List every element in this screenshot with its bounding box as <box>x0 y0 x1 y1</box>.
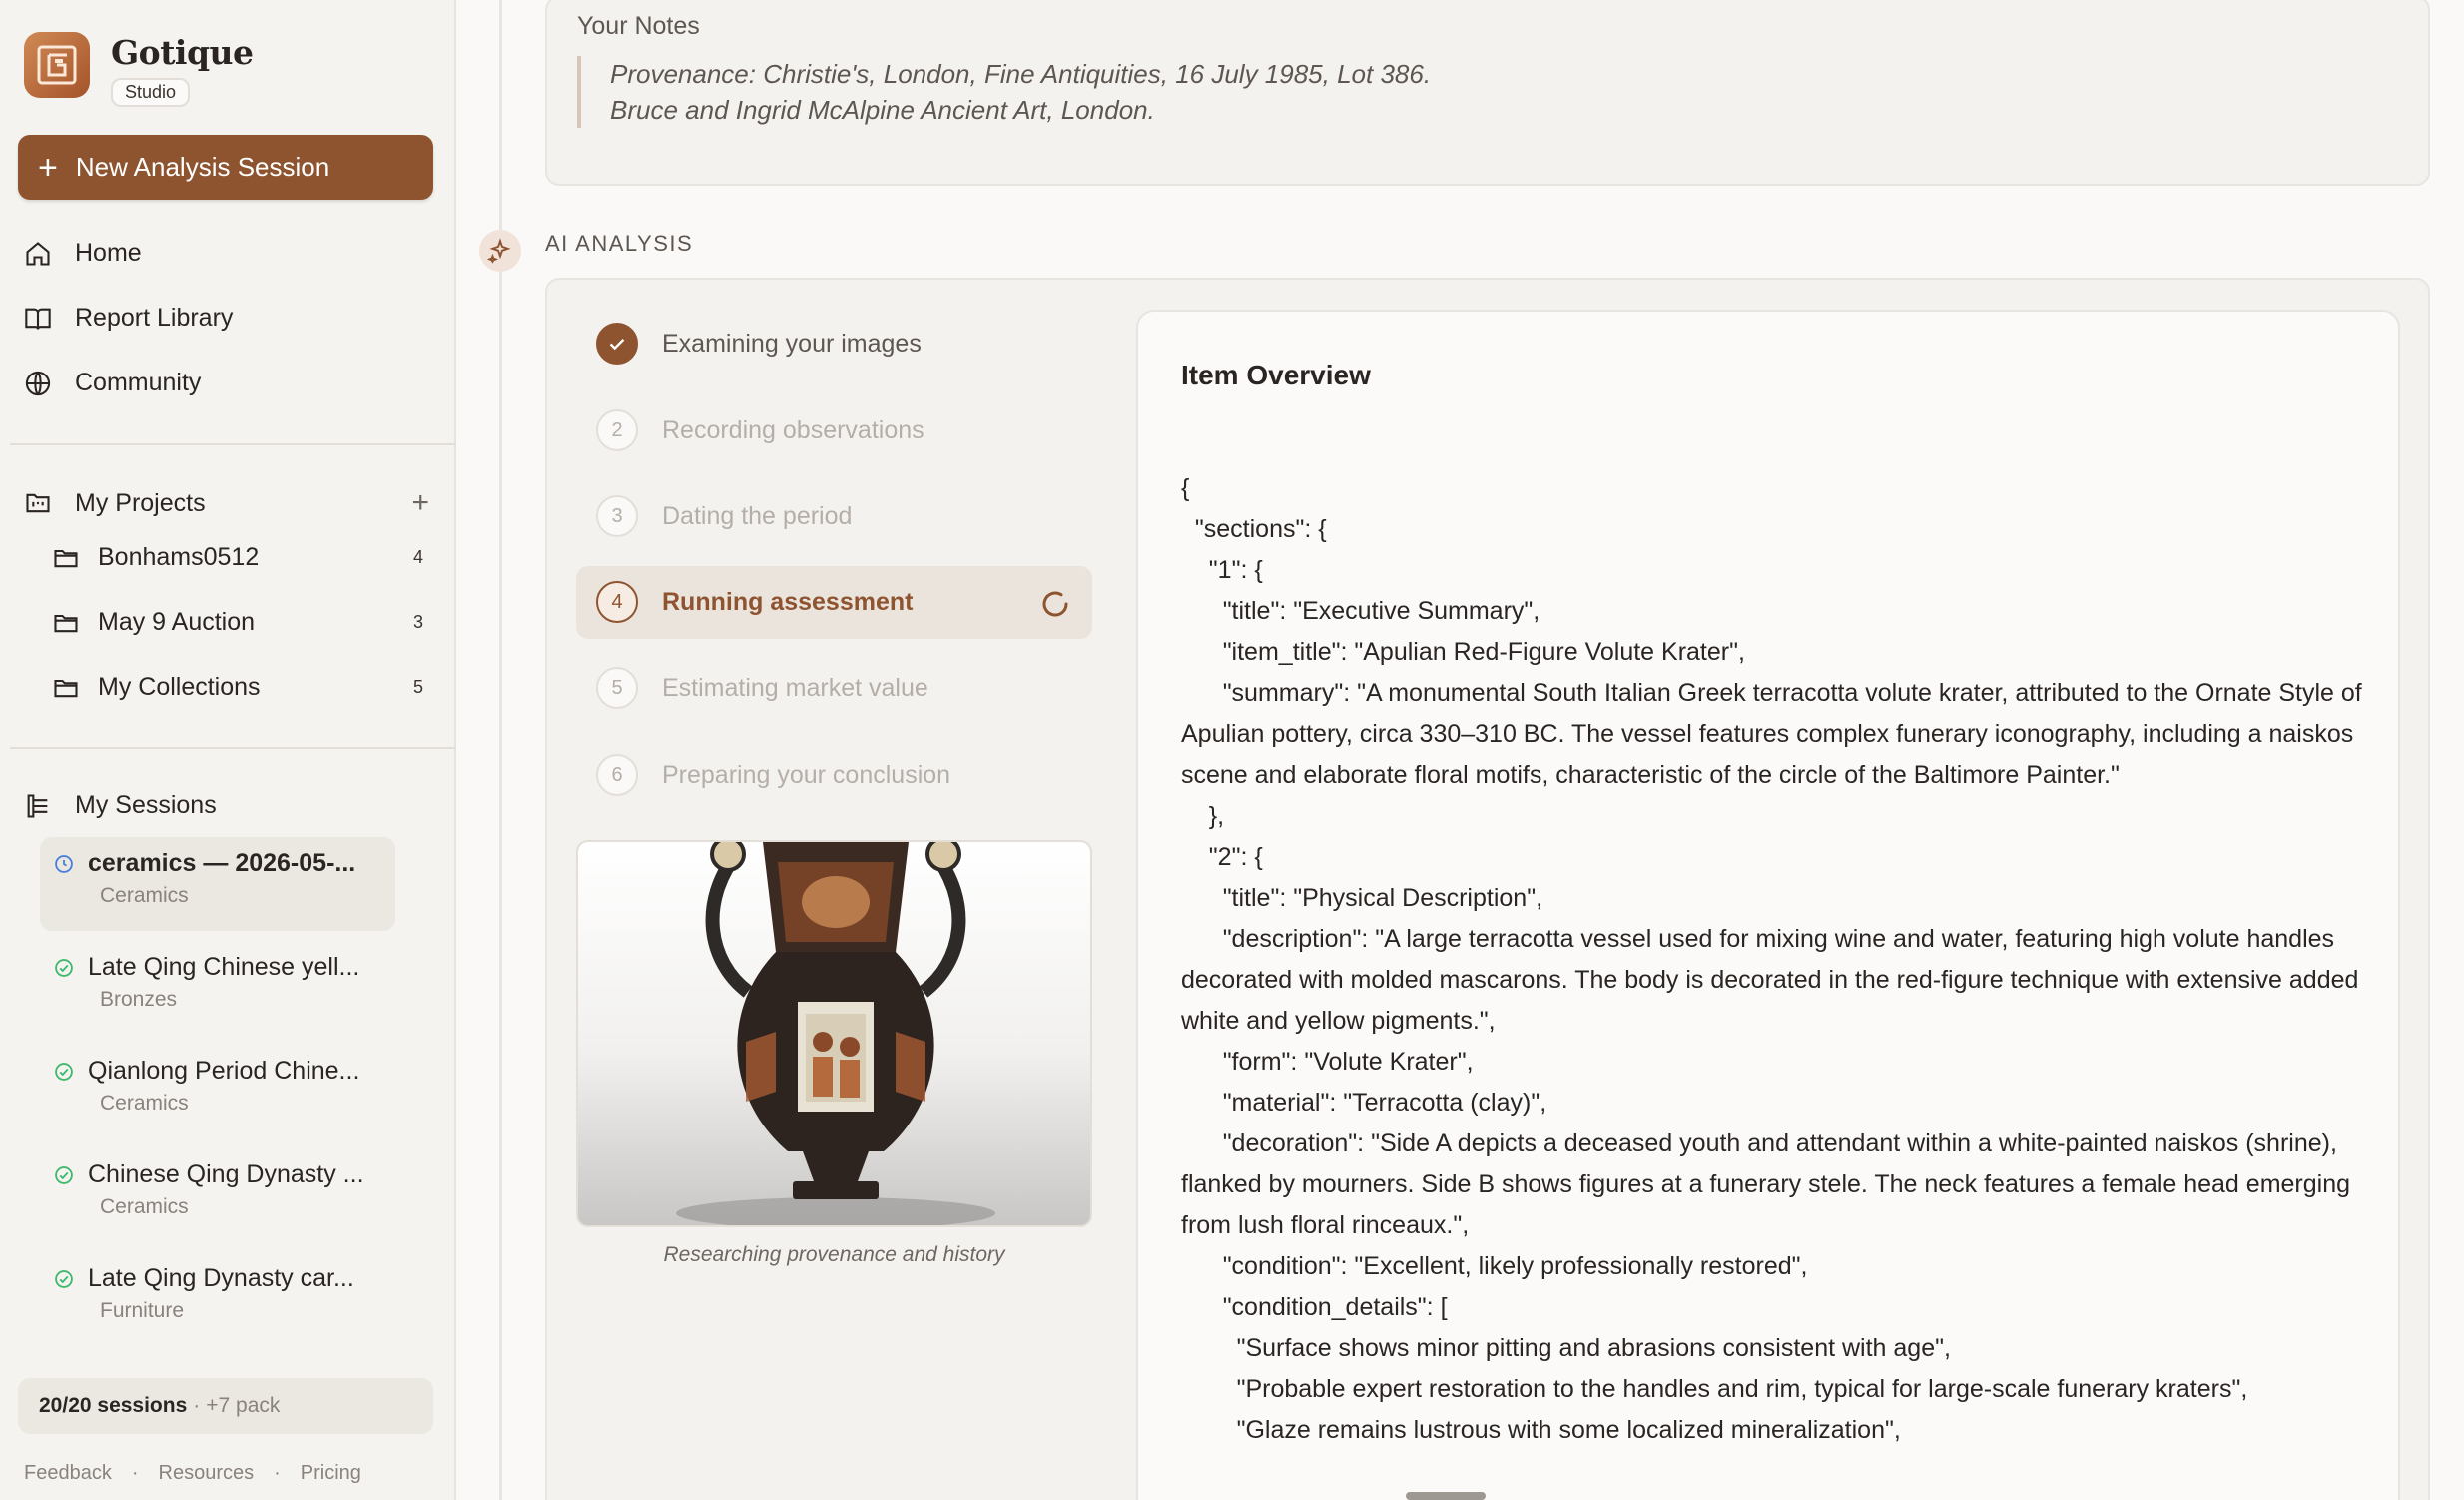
step-number: 2 <box>596 409 638 451</box>
image-caption: Researching provenance and history <box>663 1243 1005 1266</box>
nav-community[interactable] <box>24 369 201 397</box>
session-category: Ceramics <box>100 1092 189 1115</box>
new-analysis-session-button[interactable] <box>18 135 433 200</box>
globe-icon <box>24 370 52 397</box>
footer-sep: · <box>274 1462 281 1484</box>
session-title: Chinese Qing Dynasty ... <box>88 1160 364 1188</box>
brand-name: Gotique <box>111 33 254 72</box>
clock-icon <box>54 854 74 874</box>
project-name: My Collections <box>98 673 261 701</box>
session-category: Bronzes <box>100 988 178 1011</box>
step-label: Running assessment <box>662 587 914 616</box>
session-quota[interactable] <box>18 1378 433 1434</box>
step-item <box>596 323 922 365</box>
book-icon <box>24 305 52 333</box>
project-name: Bonhams0512 <box>98 543 260 571</box>
sidebar-divider <box>10 747 456 749</box>
notes-card <box>545 0 2430 186</box>
project-count: 5 <box>412 677 423 697</box>
project-item[interactable] <box>52 608 423 637</box>
my-sessions-header[interactable] <box>24 791 429 820</box>
session-item[interactable] <box>40 941 395 1035</box>
krater-image <box>576 840 1092 1227</box>
project-item[interactable] <box>52 543 423 572</box>
brand-tag: Studio <box>111 78 190 107</box>
my-projects-header[interactable] <box>24 486 429 520</box>
loading-spinner-icon <box>1039 588 1071 620</box>
new-session-label: New Analysis Session <box>75 152 330 182</box>
feedback-link[interactable]: Feedback <box>24 1462 112 1484</box>
step-item <box>596 495 852 537</box>
session-title: Late Qing Dynasty car... <box>88 1264 354 1292</box>
nav-report-library[interactable] <box>24 304 233 333</box>
pricing-link[interactable]: Pricing <box>300 1462 361 1484</box>
step-item <box>596 581 913 623</box>
notes-title: Your Notes <box>577 12 700 40</box>
step-label: Estimating market value <box>662 673 928 702</box>
folder-icon <box>52 674 80 702</box>
project-count: 4 <box>412 547 423 567</box>
nav-home[interactable] <box>24 239 142 268</box>
quota-sep: · <box>193 1394 201 1417</box>
step-number: 3 <box>596 495 638 537</box>
folder-icon <box>52 609 80 637</box>
add-project-icon[interactable]: + <box>411 486 429 519</box>
ai-analysis-label: AI ANALYSIS <box>545 231 694 256</box>
step-label: Examining your images <box>662 329 922 358</box>
check-icon <box>596 323 638 365</box>
nav-home-label: Home <box>75 239 142 267</box>
my-sessions-label: My Sessions <box>75 791 217 819</box>
nav-report-library-label: Report Library <box>75 304 234 332</box>
step-number: 6 <box>596 754 638 796</box>
step-label: Dating the period <box>662 501 853 530</box>
notes-line: Provenance: Christie's, London, Fine Antiquities, 16 July 1985, Lot 386. <box>610 59 1432 89</box>
sidebar <box>0 0 456 1500</box>
folder-kanban-icon <box>24 489 52 517</box>
home-icon <box>24 240 52 268</box>
step-item <box>596 667 928 709</box>
footer-sep: · <box>131 1462 139 1484</box>
step-label: Preparing your conclusion <box>662 760 951 789</box>
session-title: ceramics — 2026-05-... <box>88 849 356 877</box>
step-item <box>596 409 924 451</box>
session-item[interactable] <box>40 1252 395 1346</box>
project-name: May 9 Auction <box>98 608 256 636</box>
scrollbar-thumb[interactable] <box>1406 1492 1486 1500</box>
json-output: { "sections": { "1": { "title": "Executive Summary", "item_title": "Apulian Red-Figure Volute Krater", "summary": "A monumental South Italian Greek terracotta volute krater, attributed to the Ornate Style of Apulian pottery, circa 330–310 BC. The vessel features complex funerary iconography, including a naiskos scene and elaborate floral motifs, characteristic of the circle of the Baltimore Painter." }, "2": { "title": "Physical Description", "description": "A large terracotta vessel used for mixing wine and water, featuring high volute handles decorated with molded mascarons. The body is decorated in the red-figure technique with extensive added white and yellow pigments.", "form": "Volute Krater", "material": "Terracotta (clay)", "decoration": "Side A depicts a deceased youth and attendant within a white-painted naiskos (shrine), flanked by mourners. Side B shows figures at a funerary stele. The neck features a female head emerging from lush floral rinceaux.", "condition": "Excellent, likely professionally restored", "condition_details": [ "Surface shows minor pitting and abrasions consistent with age", "Probable expert restoration to the handles and rim, typical for large-scale funerary kraters", "Glaze remains lustrous with some localized mineralization", <box>1181 474 2362 1444</box>
session-category: Ceramics <box>100 1195 189 1218</box>
my-projects-label: My Projects <box>75 488 206 517</box>
folder-icon <box>52 544 80 572</box>
gotique-logo-icon <box>24 32 90 98</box>
check-circle-icon <box>54 1062 74 1082</box>
resources-link[interactable]: Resources <box>158 1462 255 1484</box>
plus-icon: + <box>38 148 58 187</box>
timeline-line <box>499 0 502 1500</box>
session-title: Late Qing Chinese yell... <box>88 953 360 981</box>
panel-title: Item Overview <box>1181 360 1371 390</box>
nav-community-label: Community <box>75 369 202 396</box>
session-title: Qianlong Period Chine... <box>88 1057 360 1085</box>
step-item <box>596 754 950 796</box>
footer-links <box>24 1462 361 1485</box>
notes-line: Bruce and Ingrid McAlpine Ancient Art, London. <box>610 95 1155 125</box>
session-category: Furniture <box>100 1299 185 1322</box>
quota-used: 20/20 sessions <box>39 1394 188 1417</box>
notes-quote <box>577 56 1431 128</box>
project-item[interactable] <box>52 673 423 702</box>
session-item[interactable] <box>40 1148 395 1242</box>
quota-pack: +7 pack <box>206 1394 281 1417</box>
item-overview-panel[interactable] <box>1136 310 2400 1500</box>
check-circle-icon <box>54 1269 74 1289</box>
sidebar-divider <box>10 443 456 445</box>
project-count: 3 <box>412 612 423 632</box>
step-number: 5 <box>596 667 638 709</box>
step-number: 4 <box>596 581 638 623</box>
sparkle-icon <box>479 230 521 272</box>
step-label: Recording observations <box>662 415 924 444</box>
check-circle-icon <box>54 958 74 978</box>
session-category: Ceramics <box>100 884 189 907</box>
session-item[interactable] <box>40 1045 395 1138</box>
brand[interactable] <box>24 32 254 107</box>
check-circle-icon <box>54 1165 74 1185</box>
sessions-list-icon <box>24 792 52 820</box>
session-item[interactable] <box>40 837 395 931</box>
